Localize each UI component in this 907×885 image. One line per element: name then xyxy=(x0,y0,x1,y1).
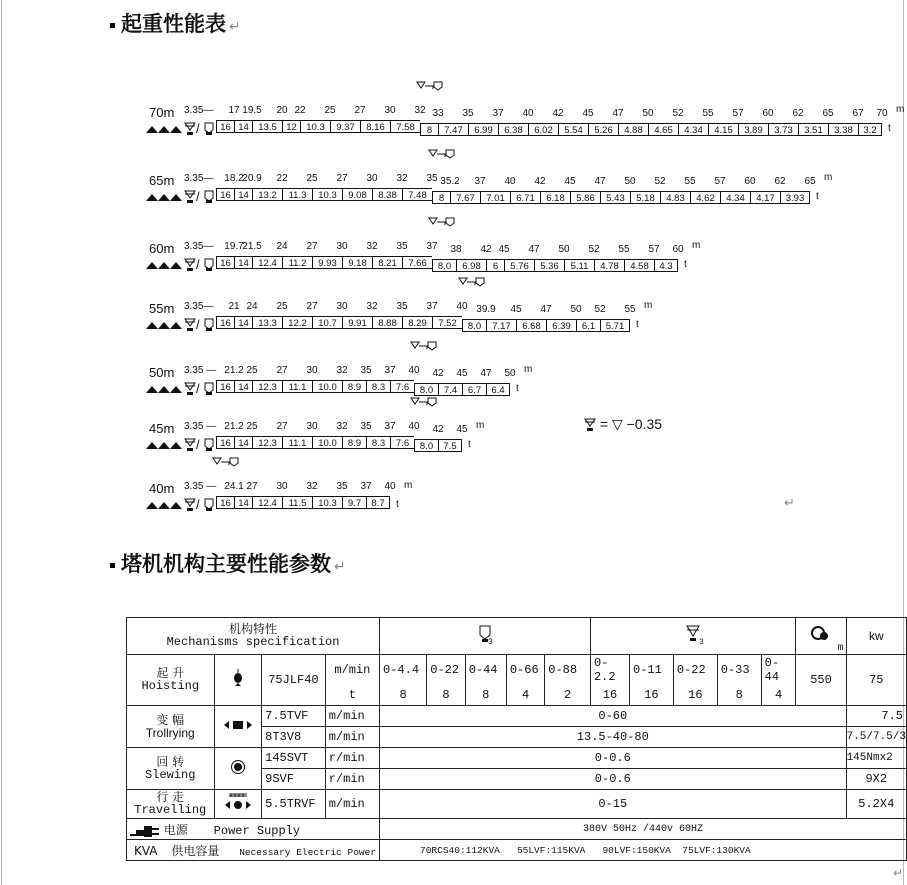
radius-label: 24 xyxy=(246,301,258,312)
unit-m: m xyxy=(692,240,701,251)
section-title-mechanisms: 塔机机构主要性能参数 ↵ xyxy=(110,548,346,578)
jib-row-1: / 65m 3.35— 18.2 20.9 22 25 27 30 32 35 35.2 37 40 42 45 47 50 52 55 57 60 62 65 16 14 13.2 11.3 10.3 9.08 8.38 7.48 8 7.67 7.01 6.71 6.18 5.86 5.43 5.18 4.83 4.62 4.34 4.17 3.93 m t xyxy=(146,160,826,222)
load-cell: 13.3 xyxy=(252,316,282,329)
radius-label: 27 xyxy=(306,241,318,252)
unit-m: m xyxy=(824,172,833,183)
load-cell: 7.6 xyxy=(390,436,414,449)
unit-t: t xyxy=(636,319,639,330)
radius-label: 37 xyxy=(384,365,396,376)
trolley-switch-icon xyxy=(458,276,486,294)
load-cell: 11.1 xyxy=(282,380,312,393)
radius-label: 52 xyxy=(588,244,600,255)
load-cell: 4.34 xyxy=(720,191,750,204)
load-cell: 6.18 xyxy=(540,191,570,204)
radius-label: 32 xyxy=(414,105,426,116)
load-cell: 3.93 xyxy=(780,191,810,204)
load-cell: 4.83 xyxy=(660,191,690,204)
radius-label: 21.5 xyxy=(242,241,262,252)
capacity-row xyxy=(216,380,510,394)
load-cell: 4.17 xyxy=(750,191,780,204)
radius-label: 27 xyxy=(246,481,258,492)
unit-t: t xyxy=(396,499,399,510)
radius-label: 42 xyxy=(432,424,444,435)
radius-label: 33 xyxy=(432,108,444,119)
load-cell: 14 xyxy=(234,436,252,449)
load-cell: 5.36 xyxy=(534,259,564,272)
trolley-icon xyxy=(223,719,253,731)
double-hook-icon xyxy=(184,258,196,272)
radius-label: 45 xyxy=(498,244,510,255)
double-hook-icon xyxy=(184,190,196,204)
load-cell: 8.0 xyxy=(462,319,486,332)
radius-label: 35 xyxy=(360,421,372,432)
double-hook-icon xyxy=(184,318,196,332)
load-cell: 3.51 xyxy=(798,123,828,136)
load-cell: 7.67 xyxy=(450,191,480,204)
load-cell: 6.71 xyxy=(510,191,540,204)
radius-label: 45 xyxy=(456,424,468,435)
jib-length: 70m xyxy=(149,105,175,120)
radius-label: 57 xyxy=(714,176,726,187)
load-cell: 5.71 xyxy=(600,319,630,332)
jib-row-4: / 50m 3.35 — 21.2 25 27 30 32 35 37 40 42 45 47 50 16 14 12.3 11.1 10.0 8.9 8.3 7.6 8.0 7.4 6.7 6.4 m t xyxy=(146,352,826,414)
load-cell: 5.86 xyxy=(570,191,600,204)
load-cell: 12.4 xyxy=(252,256,282,269)
load-cell: 6.99 xyxy=(468,123,498,136)
radius-label: 32 xyxy=(366,241,378,252)
radius-label: 37 xyxy=(360,481,372,492)
load-cell: 10.0 xyxy=(312,436,342,449)
single-hook-icon xyxy=(204,258,214,272)
unit-t: t xyxy=(684,259,687,270)
load-cell: 16 xyxy=(216,380,234,393)
radius-label: 50 xyxy=(558,244,570,255)
radius-label: 27 xyxy=(276,365,288,376)
radius-label: 27 xyxy=(336,173,348,184)
jib-length: 45m xyxy=(149,421,175,436)
radius-label: 55 xyxy=(618,244,630,255)
radius-label: 35 xyxy=(426,173,438,184)
paragraph-mark: ↵ xyxy=(784,495,795,510)
radius-label: 45 xyxy=(510,304,522,315)
radius-label: 65 xyxy=(804,176,816,187)
load-cell: 4.88 xyxy=(618,123,648,136)
header-row: 机构特性 Mechanisms specification 3 3 m kw xyxy=(127,618,907,655)
radius-label: 40 xyxy=(522,108,534,119)
radius-label: 24 xyxy=(276,241,288,252)
single-hook-icon xyxy=(204,438,214,452)
radius-label: 60 xyxy=(762,108,774,119)
jib-row-3: / 55m 3.35— 21 24 25 27 30 32 35 37 40 39.9 45 47 50 52 55 16 14 13.3 12.2 10.7 9.91 8.88 8.29 7.52 8.0 7.17 6.68 6.39 6.1 5.71 m t xyxy=(146,288,826,350)
load-cell: 3.73 xyxy=(768,123,798,136)
paragraph-mark: ↵ xyxy=(893,866,904,880)
jib-icon xyxy=(146,320,182,330)
load-cell: 10.7 xyxy=(312,316,342,329)
radius-label: 45 xyxy=(456,368,468,379)
radius-label: 32 xyxy=(336,421,348,432)
radius-label: 65 xyxy=(822,108,834,119)
load-cell: 16 xyxy=(216,496,234,509)
load-cell: 16 xyxy=(216,436,234,449)
trolley-switch-icon xyxy=(410,396,438,414)
load-cell: 6.68 xyxy=(516,319,546,332)
load-cell: 8.21 xyxy=(372,256,402,269)
radius-label: 27 xyxy=(306,301,318,312)
radius-label: 42 xyxy=(480,244,492,255)
load-cell: 8.0 xyxy=(414,383,438,396)
trolley-switch-icon xyxy=(428,216,456,234)
radius-label: 47 xyxy=(540,304,552,315)
load-cell: 5.18 xyxy=(630,191,660,204)
load-cell: 11.2 xyxy=(282,256,312,269)
unit-m: m xyxy=(896,104,905,115)
trolley-switch-icon xyxy=(410,340,438,358)
radius-label: 38 xyxy=(450,244,462,255)
load-cell: 8 xyxy=(432,191,450,204)
load-cell: 10.3 xyxy=(300,120,330,133)
radius-label: 40 xyxy=(408,365,420,376)
radius-label: 55 xyxy=(702,108,714,119)
load-cell: 6.39 xyxy=(546,319,576,332)
load-cell: 14 xyxy=(234,380,252,393)
jib-row-0: / 70m 3.35— 17 19.5 20 22 25 27 30 32 33 35 37 40 42 45 47 50 52 55 57 60 62 65 67 70 16 14 13.5 12 10.3 9.37 8.16 7.58 8 7.47 6.99 6.38 6.02 5.54 5.26 4.88 4.65 4.34 4.15 3.89 3.73 3.51 3.38 3.2 m t xyxy=(146,92,826,154)
radius-label: 30 xyxy=(306,421,318,432)
jib-icon xyxy=(146,440,182,450)
load-cell: 7.01 xyxy=(480,191,510,204)
load-cell: 13.5 xyxy=(252,120,282,133)
radius-label: 37 xyxy=(426,241,438,252)
radius-label: 35 xyxy=(336,481,348,492)
radius-label: 35 xyxy=(360,365,372,376)
radius-label: 57 xyxy=(732,108,744,119)
load-cell: 7.47 xyxy=(438,123,468,136)
load-cell: 4.78 xyxy=(594,259,624,272)
load-cell: 16 xyxy=(216,188,234,201)
radius-label: 30 xyxy=(336,301,348,312)
radius-label: 40 xyxy=(504,176,516,187)
load-cell: 9.37 xyxy=(330,120,360,133)
load-cell: 5.76 xyxy=(504,259,534,272)
unit-m: m xyxy=(404,480,413,491)
load-cell: 9.08 xyxy=(342,188,372,201)
unit-t: t xyxy=(468,439,471,450)
load-cell: 14 xyxy=(234,120,252,133)
radius-label: 25 xyxy=(246,365,258,376)
capacity-row xyxy=(216,188,810,202)
radius-label: 17 xyxy=(228,105,240,116)
capacity-row xyxy=(216,256,678,270)
unit-t: t xyxy=(516,383,519,394)
radius-label: 45 xyxy=(582,108,594,119)
load-cell: 6.4 xyxy=(486,383,510,396)
min-radius: 3.35 — xyxy=(184,421,217,432)
load-cell: 5.26 xyxy=(588,123,618,136)
capacity-row xyxy=(216,120,882,134)
radius-label: 27 xyxy=(354,105,366,116)
single-hook-icon xyxy=(204,318,214,332)
slewing-icon xyxy=(230,759,246,775)
radius-label: 37 xyxy=(492,108,504,119)
jib-length: 50m xyxy=(149,365,175,380)
load-cell: 7.48 xyxy=(402,188,432,201)
radius-label: 40 xyxy=(408,421,420,432)
radius-label: 57 xyxy=(648,244,660,255)
jib-icon xyxy=(146,384,182,394)
page-border-left xyxy=(1,0,2,885)
jib-icon xyxy=(146,500,182,510)
radius-label: 70 xyxy=(876,108,888,119)
load-cell: 10.0 xyxy=(312,380,342,393)
radius-label: 52 xyxy=(654,176,666,187)
load-cell: 4.62 xyxy=(690,191,720,204)
travel-icon xyxy=(223,792,253,812)
power-plug-icon xyxy=(130,823,160,837)
trolley-switch-icon xyxy=(416,80,444,98)
radius-label: 60 xyxy=(672,244,684,255)
unit-m: m xyxy=(644,300,653,311)
trolley-switch-icon xyxy=(212,456,240,474)
unit-t: t xyxy=(888,123,891,134)
radius-label: 50 xyxy=(504,368,516,379)
load-cell: 10.3 xyxy=(312,496,342,509)
load-cell: 7.6 xyxy=(390,380,414,393)
single-hook-icon xyxy=(204,382,214,396)
radius-label: 22 xyxy=(294,105,306,116)
load-cell: 4.15 xyxy=(708,123,738,136)
load-cell: 7.58 xyxy=(390,120,420,133)
load-cell: 8.7 xyxy=(366,496,390,509)
jib-length: 55m xyxy=(149,301,175,316)
radius-label: 20 xyxy=(276,105,288,116)
load-cell: 9.7 xyxy=(342,496,366,509)
radius-label: 19.5 xyxy=(242,105,262,116)
load-cell: 12 xyxy=(282,120,300,133)
load-cell: 9.93 xyxy=(312,256,342,269)
radius-label: 37 xyxy=(384,421,396,432)
load-cell: 7.17 xyxy=(486,319,516,332)
radius-label: 47 xyxy=(528,244,540,255)
radius-label: 25 xyxy=(324,105,336,116)
unit-t: t xyxy=(816,191,819,202)
load-cell: 10.3 xyxy=(312,188,342,201)
radius-label: 62 xyxy=(774,176,786,187)
min-radius: 3.35— xyxy=(184,241,214,252)
single-hook-icon xyxy=(204,498,214,512)
section-title-load-chart: 起重性能表 ↵ xyxy=(110,8,241,38)
radius-label: 35 xyxy=(396,301,408,312)
radius-label: 47 xyxy=(612,108,624,119)
load-cell: 8.16 xyxy=(360,120,390,133)
radius-label: 40 xyxy=(384,481,396,492)
load-cell: 7.4 xyxy=(438,383,462,396)
load-cell: 3.89 xyxy=(738,123,768,136)
radius-label: 55 xyxy=(684,176,696,187)
load-cell: 7.5 xyxy=(438,439,462,452)
load-cell: 8.88 xyxy=(372,316,402,329)
load-cell: 14 xyxy=(234,188,252,201)
min-radius: 3.35 — xyxy=(184,481,217,492)
load-cell: 12.4 xyxy=(252,496,282,509)
radius-label: 37 xyxy=(426,301,438,312)
radius-label: 37 xyxy=(474,176,486,187)
radius-label: 24.1 xyxy=(224,481,244,492)
radius-label: 35 xyxy=(462,108,474,119)
jib-length: 60m xyxy=(149,241,175,256)
radius-label: 67 xyxy=(852,108,864,119)
load-cell: 8.9 xyxy=(342,380,366,393)
radius-label: 50 xyxy=(624,176,636,187)
load-cell: 6.38 xyxy=(498,123,528,136)
load-cell: 16 xyxy=(216,256,234,269)
load-cell: 5.54 xyxy=(558,123,588,136)
radius-label: 30 xyxy=(276,481,288,492)
load-cell: 8.0 xyxy=(414,439,438,452)
radius-label: 50 xyxy=(570,304,582,315)
radius-label: 32 xyxy=(336,365,348,376)
radius-label: 22 xyxy=(276,173,288,184)
load-cell: 3.38 xyxy=(828,123,858,136)
load-cell: 5.43 xyxy=(600,191,630,204)
load-cell: 16 xyxy=(216,120,234,133)
unit-m: m xyxy=(524,364,533,375)
radius-label: 47 xyxy=(594,176,606,187)
load-cell: 12.3 xyxy=(252,380,282,393)
single-hook-icon xyxy=(204,122,214,136)
radius-label: 21 xyxy=(228,301,240,312)
radius-label: 25 xyxy=(246,421,258,432)
radius-label: 30 xyxy=(336,241,348,252)
load-cell: 4.34 xyxy=(678,123,708,136)
load-cell: 6.1 xyxy=(576,319,600,332)
load-cell: 4.3 xyxy=(654,259,678,272)
load-cell: 9.18 xyxy=(342,256,372,269)
radius-label: 25 xyxy=(306,173,318,184)
jib-icon xyxy=(146,124,182,134)
mechanism-spec-table: 机构特性 Mechanisms specification 3 3 m kw 起 升 Hoisting 75JLF40 m/min 0-4.4 0-22 0-44 0-66 0-88 0-2.2 0-11 0-22 0-33 0-44 550 75 t 8 8 8 4 2 16 16 16 8 4 变 幅 Trollrying 7.5TVF m/min 0-60 7.5 8T3V8 m/min 13.5-40-80 7.5/7.5/3 回 转 Slewing 145SVT r/min 0-0.6 145Nmx2 9SVF r/min 0-0.6 9X2 行 走 Travelling 5.5TRVF m/min 0-15 5.2X4 电源 Power Supply 380V 50Hz /440v 60HZ KVA 供电容量 Necessary Electric Power 70RCS40:112KVA 55LVF:115KVA 90LVF:150KVA 75LVF:130KVA xyxy=(126,617,907,861)
radius-label: 42 xyxy=(432,368,444,379)
load-cell: 7.52 xyxy=(432,316,462,329)
radius-label: 20.9 xyxy=(242,173,262,184)
min-radius: 3.35— xyxy=(184,301,214,312)
load-cell: 16 xyxy=(216,316,234,329)
jib-row-6: / 40m 3.35 — 24.1 27 30 32 35 37 40 16 14 12.4 11.5 10.3 9.7 8.7 m t xyxy=(146,468,826,530)
min-radius: 3.35 — xyxy=(184,365,217,376)
single-hook-icon xyxy=(204,190,214,204)
load-cell: 11.1 xyxy=(282,436,312,449)
jib-icon xyxy=(146,260,182,270)
load-cell: 8.9 xyxy=(342,436,366,449)
radius-label: 35 xyxy=(396,241,408,252)
load-cell: 13.2 xyxy=(252,188,282,201)
jib-length: 40m xyxy=(149,481,175,496)
radius-label: 39.9 xyxy=(476,304,496,315)
load-cell: 8.0 xyxy=(432,259,456,272)
load-cell: 6.7 xyxy=(462,383,486,396)
radius-label: 32 xyxy=(306,481,318,492)
drum-icon xyxy=(810,624,832,644)
load-cell: 12.2 xyxy=(282,316,312,329)
radius-label: 55 xyxy=(624,304,636,315)
trolley-switch-icon xyxy=(428,148,456,166)
radius-label: 50 xyxy=(642,108,654,119)
jib-row-2: / 60m 3.35— 19.7 21.5 24 27 30 32 35 37 38 42 45 47 50 52 55 57 60 16 14 12.4 11.2 9.93 9.18 8.21 7.66 8.0 6.98 6 5.76 5.36 5.11 4.78 4.58 4.3 m t xyxy=(146,228,826,290)
radius-label: 21.2 xyxy=(224,421,244,432)
radius-label: 42 xyxy=(552,108,564,119)
radius-label: 60 xyxy=(744,176,756,187)
load-cell: 11.5 xyxy=(282,496,312,509)
radius-label: 40 xyxy=(456,301,468,312)
load-cell: 4.58 xyxy=(624,259,654,272)
radius-label: 27 xyxy=(276,421,288,432)
load-cell: 6.02 xyxy=(528,123,558,136)
double-hook-icon xyxy=(584,418,596,432)
jib-row-5: / 45m 3.35 — 21.2 25 27 30 32 35 37 40 42 45 16 14 12.3 11.1 10.0 8.9 8.3 7.6 8.0 7.5 m t xyxy=(146,408,826,470)
radius-label: 62 xyxy=(792,108,804,119)
load-cell: 6.98 xyxy=(456,259,486,272)
load-cell: 6 xyxy=(486,259,504,272)
load-cell: 14 xyxy=(234,496,252,509)
radius-label: 21.2 xyxy=(224,365,244,376)
double-hook-icon xyxy=(184,438,196,452)
load-cell: 7.66 xyxy=(402,256,432,269)
min-radius: 3.35— xyxy=(184,105,214,116)
load-cell: 8.3 xyxy=(366,380,390,393)
radius-label: 52 xyxy=(594,304,606,315)
radius-label: 18.2 xyxy=(224,173,244,184)
jib-icon xyxy=(146,192,182,202)
radius-label: 35.2 xyxy=(440,176,460,187)
load-cell: 11.3 xyxy=(282,188,312,201)
double-hook-icon xyxy=(184,122,196,136)
load-cell: 14 xyxy=(234,256,252,269)
load-cell: 8.38 xyxy=(372,188,402,201)
radius-label: 32 xyxy=(366,301,378,312)
min-radius: 3.35— xyxy=(184,173,214,184)
hook-note: = ▽ −0.35 xyxy=(584,416,662,433)
hoist-icon xyxy=(232,668,244,688)
double-hook-icon xyxy=(184,498,196,512)
load-cell: 14 xyxy=(234,316,252,329)
radius-label: 32 xyxy=(396,173,408,184)
radius-label: 25 xyxy=(276,301,288,312)
capacity-row xyxy=(216,316,630,330)
load-cell: 12.3 xyxy=(252,436,282,449)
load-cell: 8.3 xyxy=(366,436,390,449)
capacity-row xyxy=(216,496,390,510)
radius-label: 47 xyxy=(480,368,492,379)
radius-label: 42 xyxy=(534,176,546,187)
jib-length: 65m xyxy=(149,173,175,188)
load-cell: 3.2 xyxy=(858,123,882,136)
double-hook-icon xyxy=(184,382,196,396)
load-cell: 4.65 xyxy=(648,123,678,136)
radius-label: 19.7 xyxy=(224,241,244,252)
load-cell: 9.91 xyxy=(342,316,372,329)
capacity-row xyxy=(216,436,462,450)
load-cell: 8.29 xyxy=(402,316,432,329)
radius-label: 30 xyxy=(366,173,378,184)
load-cell: 5.11 xyxy=(564,259,594,272)
radius-label: 30 xyxy=(384,105,396,116)
radius-label: 52 xyxy=(672,108,684,119)
unit-m: m xyxy=(476,420,485,431)
load-cell: 8 xyxy=(420,123,438,136)
radius-label: 45 xyxy=(564,176,576,187)
radius-label: 30 xyxy=(306,365,318,376)
